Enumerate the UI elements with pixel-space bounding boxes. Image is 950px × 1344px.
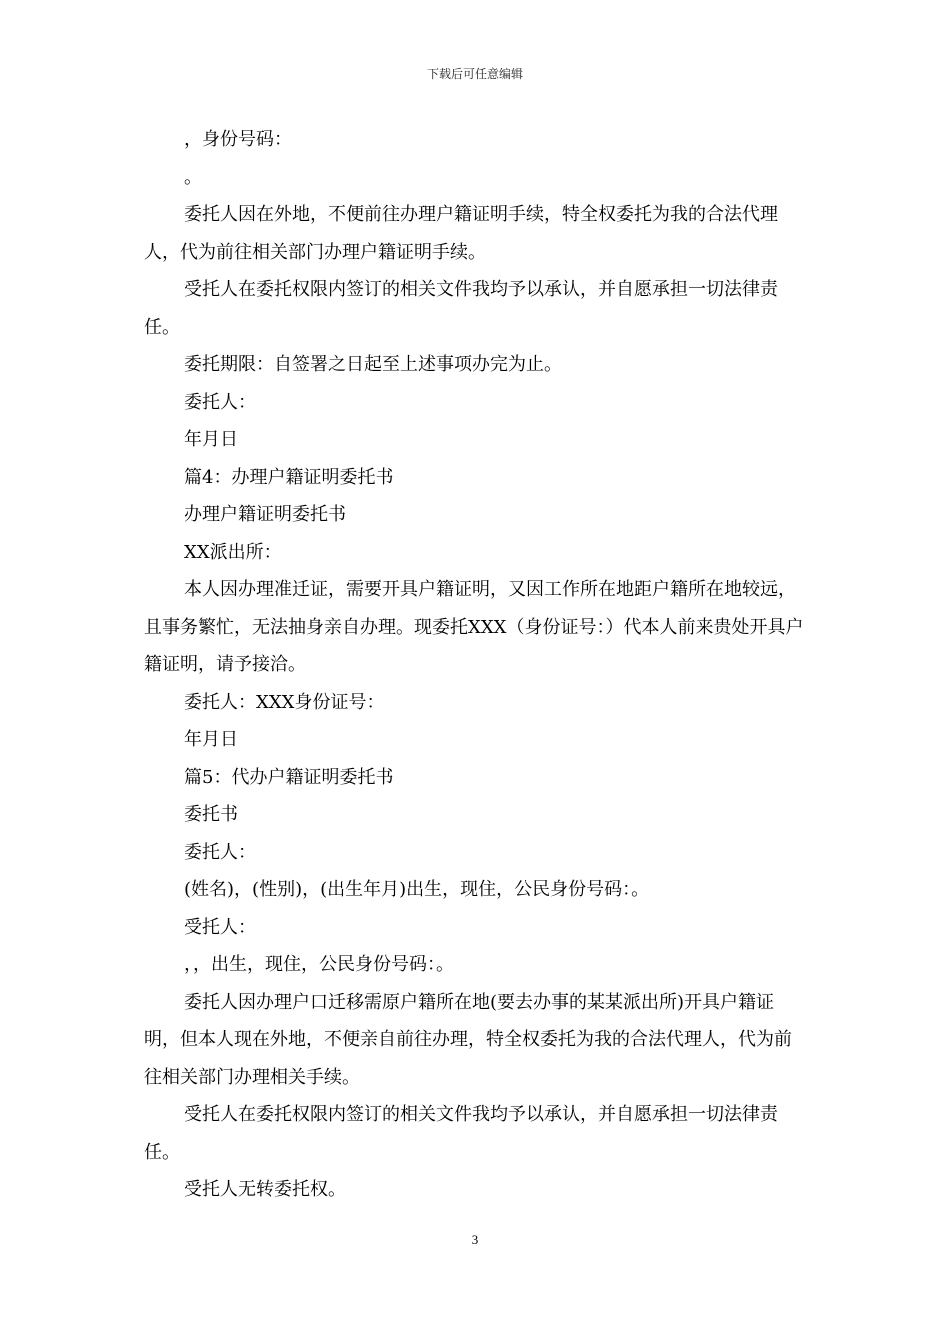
paragraph: 年月日 — [184, 729, 238, 750]
paragraph: 。 — [184, 166, 202, 188]
document-title: 办理户籍证明委托书 — [184, 504, 346, 525]
paragraph: 委托期限：自签署之日起至上述事项办完为止。 — [184, 354, 562, 375]
paragraph: 受托人无转委托权。 — [184, 1179, 346, 1200]
paragraph: 受托人在委托权限内签订的相关文件我均予以承认，并自愿承担一切法律责任。 — [144, 1104, 778, 1163]
paragraph: 委托人因办理户口迁移需原户籍所在地(要去办事的某某派出所)开具户籍证明，但本人现在外地，不便亲自前往办理，特全权委托为我的合法代理人，代为前往相关部门办理相关手续。 — [144, 991, 792, 1088]
paragraph: 委托人：XXX身份证号： — [184, 691, 385, 713]
paragraph: ，，出生，现住，公民身份号码：。 — [184, 954, 454, 975]
paragraph: 委托人： — [184, 391, 256, 413]
paragraph: 年月日 — [184, 429, 238, 450]
paragraph: (姓名)，(性别)，(出生年月)出生，现住，公民身份号码：。 — [184, 879, 650, 900]
section-heading: 篇4：办理户籍证明委托书 — [184, 466, 394, 488]
paragraph: 委托人因在外地，不便前往办理户籍证明手续，特全权委托为我的合法代理人，代为前往相关部门办理户籍证明手续。 — [144, 204, 778, 263]
paragraph: 委托人： — [184, 841, 256, 863]
paragraph: 受托人： — [184, 916, 256, 938]
paragraph: ，身份号码： — [184, 129, 292, 150]
addressee: XX派出所： — [184, 541, 282, 563]
header-note: 下载后可任意编辑 — [426, 67, 523, 81]
page-number: 3 — [471, 1232, 479, 1247]
document-title: 委托书 — [184, 804, 238, 825]
paragraph: 本人因办理准迁证，需要开具户籍证明，又因工作所在地距户籍所在地较远，且事务繁忙，无法抽身亲自办理。现委托XXX（身份证号：）代本人前来贵处开具户籍证明，请予接洽。 — [144, 579, 804, 675]
section-heading: 篇5：代办户籍证明委托书 — [184, 766, 394, 788]
paragraph: 受托人在委托权限内签订的相关文件我均予以承认，并自愿承担一切法律责任。 — [144, 279, 778, 338]
document-body — [144, 121, 808, 1209]
